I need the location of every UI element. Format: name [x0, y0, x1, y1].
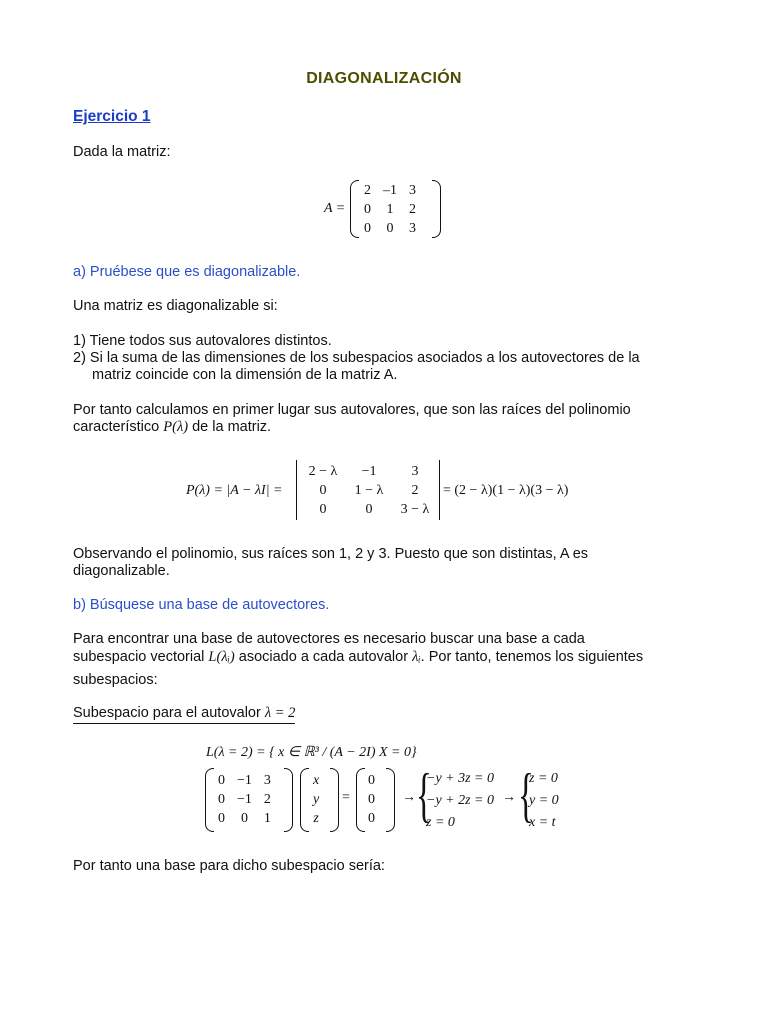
sys-matrix-right-paren [284, 768, 293, 832]
base-line-2-end: . Por tanto, tenemos los siguientes [420, 649, 644, 665]
subspace-heading-math: λ = 2 [264, 705, 296, 721]
matrix-a-cell: 0 [364, 201, 371, 217]
subspace-heading [73, 704, 295, 724]
equation: −y + 3z = 0 [426, 771, 495, 786]
part-b-heading: b) Búsquese una base de autovectores. [73, 597, 330, 613]
sys-matrix-cell: 1 [263, 810, 271, 826]
system-equals: = [342, 790, 350, 805]
subspace-definition: L(λ = 2) = { x ∈ ℝ³ / (A − 2I) X = 0} [206, 745, 417, 760]
sys-matrix-cell: 0 [218, 791, 225, 807]
eqs-left-brace: { [416, 762, 432, 828]
poly-determinant [300, 462, 438, 519]
matrix-a-cell: 3 [409, 220, 416, 236]
arrow-1: → [402, 790, 416, 805]
matrix-a-right-paren [432, 180, 441, 238]
var-cell: z [313, 810, 319, 826]
sol-left-brace: { [518, 762, 534, 828]
matrix-a-cell: 2 [409, 201, 416, 217]
system-matrix [212, 771, 277, 828]
var-cell: x [313, 772, 320, 788]
matrix-a-cell: 1 [386, 201, 394, 217]
det-cell: 3 − λ [400, 501, 430, 517]
det-right-bar [439, 460, 440, 520]
matrix-a-cell: 0 [386, 220, 394, 236]
base-line-3: subespacios: [73, 672, 158, 688]
det-cell: 0 [319, 501, 327, 517]
base-line-2-mid: asociado a cada autovalor [238, 649, 409, 665]
det-cell: −1 [361, 463, 377, 479]
sys-matrix-cell: 3 [263, 772, 271, 788]
base-line-2-math-lambda: λᵢ [412, 649, 421, 665]
observation-line-1: Observando el polinomio, sus raíces son 1, 2 y 3. Puesto que son distintas, A es [73, 546, 589, 562]
condition-2-line-2: matriz coincide con la dimensión de la matriz A. [92, 367, 398, 383]
calc-line-1: Por tanto calculamos en primer lugar sus autovalores, que son las raíces del polinomio [73, 402, 631, 418]
sys-matrix-cell: 0 [240, 810, 248, 826]
det-cell: 0 [365, 501, 373, 517]
det-left-bar [296, 460, 297, 520]
det-cell: 3 [411, 463, 419, 479]
det-cell: 2 [411, 482, 419, 498]
zero-cell: 0 [368, 791, 375, 807]
condition-intro: Una matriz es diagonalizable si: [73, 298, 278, 314]
subspace-heading-text: Subespacio para el autovalor [73, 705, 261, 721]
part-a-heading: a) Pruébese que es diagonalizable. [73, 264, 301, 280]
calc-line-2-end: de la matriz. [192, 419, 272, 435]
poly-rhs: = (2 − λ)(1 − λ)(3 − λ) [443, 483, 569, 498]
matrix-a-cell: –1 [383, 182, 397, 198]
matrix-a-cell: 2 [364, 182, 371, 198]
zero-cell: 0 [368, 810, 375, 826]
condition-2-line-1: 2) Si la suma de las dimensiones de los subespacios asociados a los autovectores de la [73, 350, 640, 366]
calc-line-2-math: P(λ) [163, 419, 189, 435]
base-line-2-text: subespacio vectorial [73, 649, 205, 665]
sys-matrix-cell: −1 [237, 791, 252, 807]
var-cell: y [313, 791, 320, 807]
base-line-2-math-l: L(λᵢ) [208, 649, 235, 665]
matrix-a-cell: 0 [364, 220, 371, 236]
zeros-vector [362, 771, 381, 828]
det-cell: 2 − λ [308, 463, 338, 479]
solution-list [529, 768, 559, 834]
equation: −y + 2z = 0 [426, 793, 495, 808]
exercise-heading: Ejercicio 1 [73, 108, 151, 125]
final-text: Por tanto una base para dicho subespacio sería: [73, 858, 385, 874]
sys-matrix-cell: −1 [237, 772, 252, 788]
vars-right-paren [330, 768, 339, 832]
sys-matrix-cell: 0 [218, 810, 225, 826]
base-line-1: Para encontrar una base de autovectores es necesario buscar una base a cada [73, 631, 585, 647]
solution: y = 0 [529, 793, 559, 808]
matrix-a-label: A = [324, 201, 346, 216]
matrix-a-cell: 3 [409, 182, 416, 198]
equation: z = 0 [426, 815, 455, 830]
zeros-right-paren [386, 768, 395, 832]
solution: x = t [529, 815, 556, 830]
vars-vector [307, 771, 325, 828]
base-line-2 [73, 648, 643, 666]
calc-line-2 [73, 418, 271, 436]
sys-matrix-cell: 2 [263, 791, 271, 807]
det-cell: 1 − λ [354, 482, 384, 498]
condition-1: 1) Tiene todos sus autovalores distintos. [73, 333, 332, 349]
zero-cell: 0 [368, 772, 375, 788]
matrix-a [358, 181, 422, 238]
sys-matrix-cell: 0 [218, 772, 225, 788]
intro-text: Dada la matriz: [73, 144, 171, 160]
page-title: DIAGONALIZACIÓN [306, 70, 462, 87]
calc-line-2-text: característico [73, 419, 160, 435]
poly-lhs: P(λ) = |A − λI| = [186, 483, 283, 498]
arrow-2: → [502, 790, 516, 805]
equation-list [426, 768, 494, 834]
solution: z = 0 [529, 771, 558, 786]
det-cell: 0 [319, 482, 327, 498]
observation-line-2: diagonalizable. [73, 563, 170, 579]
